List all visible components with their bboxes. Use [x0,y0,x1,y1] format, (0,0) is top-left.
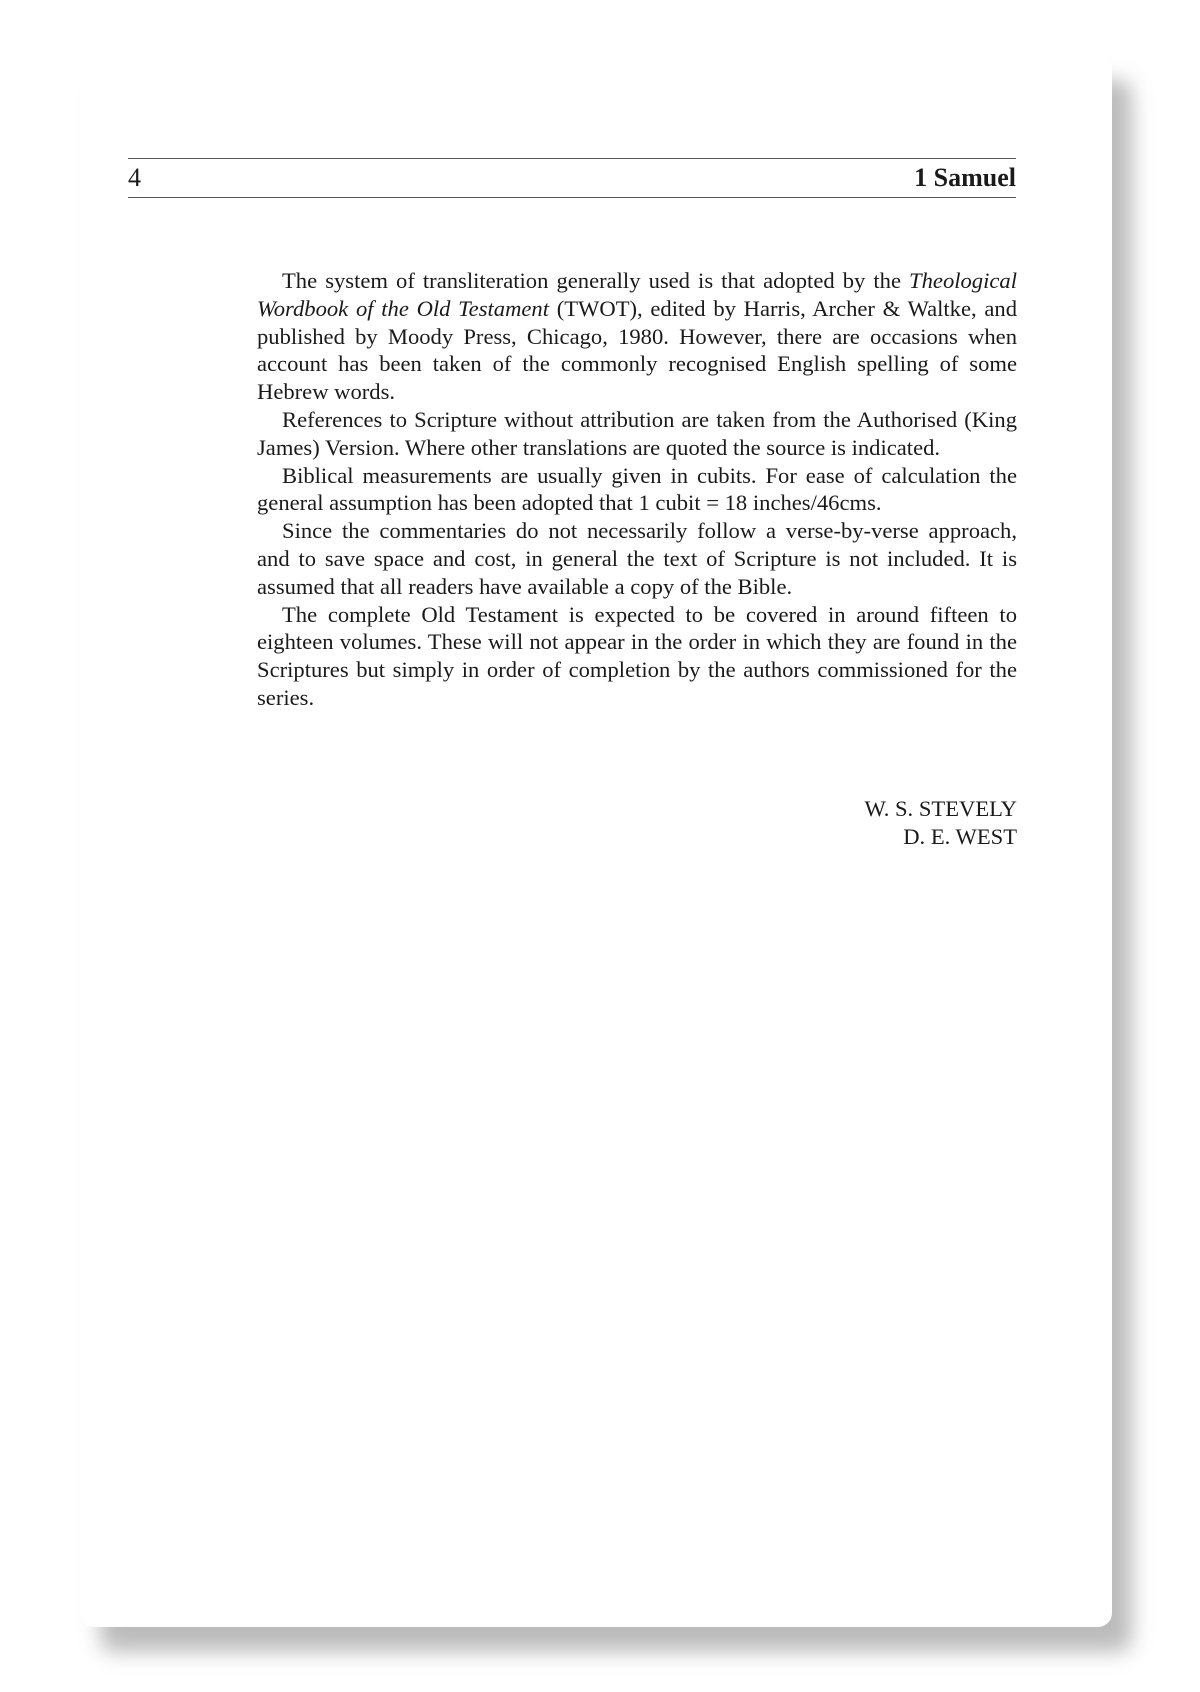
paragraph-series-volumes: The complete Old Testament is expected to be covered in around fifteen to eighteen volumes. These will not appear in the order in which they are found in the Scriptures but simply in order of completion by the authors commissioned for the series. [257,601,1017,710]
editor-signatures [864,795,1017,851]
paragraph-text: (TWOT), edited by Harris, Archer & Waltke, and published by Moody Press, Chicago, 1980. However, there are occasions when account has been taken of the commonly recognised English spelling of some Hebrew words. [257,295,1017,405]
running-header [128,158,1016,198]
body-text [257,267,1017,712]
paragraph-text: The system of transliteration generally used is that adopted by the [282,268,910,293]
book-reference-italic: Theological Wordbook of the Old Testament [257,268,1017,321]
paragraph-commentary-approach: Since the commentaries do not necessarily follow a verse-by-verse approach, and to save space and cost, in general the text of Scripture is not included. It is assumed that all readers have available a copy of the Bible. [257,518,1017,599]
document-page [80,55,1112,1627]
paragraph-scripture-references: References to Scripture without attribution are taken from the Authorised (King James) Version. Where other translations are quoted the source is indicated. [257,406,1017,460]
paragraph-transliteration [257,267,1017,406]
paragraph-measurements: Biblical measurements are usually given in cubits. For ease of calculation the general assumption has been adopted that 1 cubit = 18 inches/46cms. [257,462,1017,516]
signature-west: D. E. WEST [903,823,1017,849]
book-title: 1 Samuel [914,163,1016,192]
signature-stevely: W. S. STEVELY [864,796,1017,821]
page-number: 4 [128,163,141,192]
